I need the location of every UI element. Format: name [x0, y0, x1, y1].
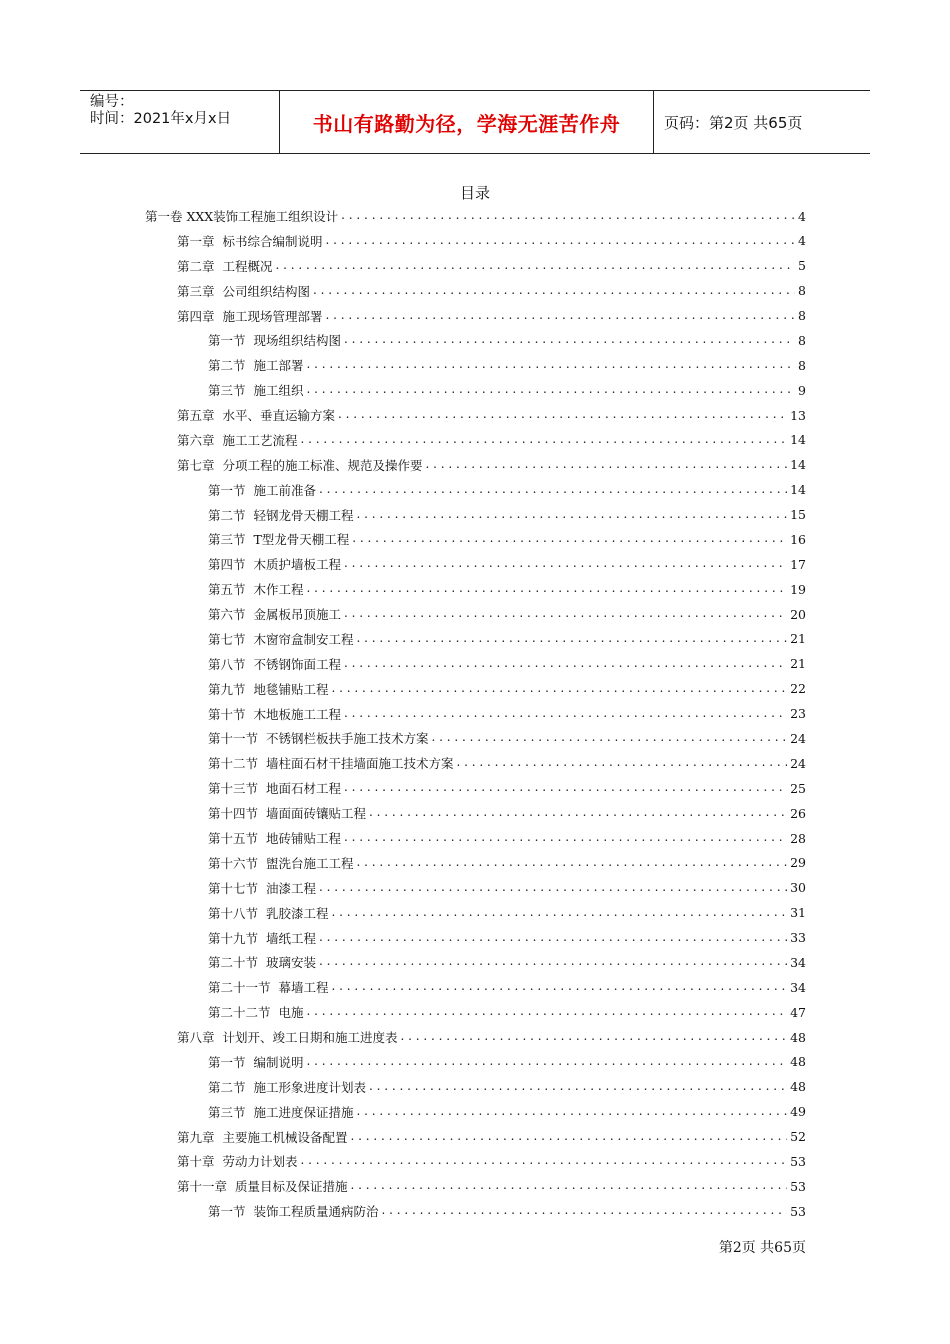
toc-dot-leader	[325, 230, 795, 252]
toc-dot-leader	[306, 1001, 787, 1023]
toc-entry[interactable]	[208, 1076, 806, 1098]
toc-entry-page: 33	[790, 930, 806, 946]
toc-entry[interactable]	[177, 454, 806, 476]
toc-entry-title: 第五节 木作工程	[208, 582, 304, 598]
toc-entry[interactable]	[177, 255, 806, 277]
toc-entry-page: 53	[790, 1178, 806, 1194]
toc-entry-title: 第三节 施工组织	[208, 383, 304, 399]
toc-entry-page: 4	[798, 208, 806, 224]
toc-entry-page: 14	[790, 482, 806, 498]
toc-entry-page: 30	[790, 880, 806, 896]
toc-entry[interactable]	[208, 827, 806, 849]
toc-entry[interactable]	[177, 305, 806, 327]
toc-entry-page: 17	[790, 556, 806, 572]
toc-entry-title: 第二十二节 电施	[208, 1005, 304, 1021]
toc-entry[interactable]	[208, 1051, 806, 1073]
page-header	[80, 90, 870, 154]
toc-entry-title: 第十四节 墙面面砖镶贴工程	[208, 806, 366, 822]
toc-dot-leader	[306, 354, 795, 376]
toc-entry[interactable]	[208, 877, 806, 899]
toc-entry-title: 第十七节 油漆工程	[208, 880, 316, 896]
toc-entry-page: 48	[790, 1054, 806, 1070]
toc-entry[interactable]	[177, 230, 806, 252]
document-number-label: 编号：	[90, 94, 134, 110]
toc-entry-title: 第一节 施工前准备	[208, 482, 316, 498]
toc-dot-leader	[319, 951, 787, 973]
toc-entry-page: 8	[798, 332, 806, 348]
toc-dot-leader	[350, 1126, 787, 1148]
toc-dot-leader	[456, 752, 787, 774]
toc-entry-page: 26	[790, 805, 806, 821]
toc-entry-title: 第一节 装饰工程质量通病防治	[208, 1204, 379, 1220]
toc-entry[interactable]	[177, 1175, 806, 1197]
toc-dot-leader	[344, 653, 787, 675]
toc-entry-title: 第十一章 质量目标及保证措施	[177, 1179, 348, 1195]
toc-entry-title: 第四章 施工现场管理部署	[177, 308, 323, 324]
toc-dot-leader	[331, 678, 787, 700]
toc-entry-page: 53	[790, 1153, 806, 1169]
toc-dot-leader	[344, 553, 787, 575]
toc-dot-leader	[325, 305, 795, 327]
toc-entry-title: 第五章 水平、垂直运输方案	[177, 408, 335, 424]
toc-dot-leader	[369, 802, 787, 824]
toc-entry[interactable]	[177, 1150, 806, 1172]
toc-entry-page: 5	[798, 258, 806, 274]
toc-entry-page: 14	[790, 457, 806, 473]
header-meta	[80, 91, 280, 153]
toc-entry-page: 25	[790, 780, 806, 796]
toc-dot-leader	[344, 603, 787, 625]
toc-entry-page: 20	[790, 606, 806, 622]
toc-dot-leader	[341, 205, 795, 227]
toc-dot-leader	[338, 404, 787, 426]
toc-dot-leader	[425, 454, 787, 476]
toc-entry-title: 第二节 施工形象进度计划表	[208, 1079, 366, 1095]
header-motto: 书山有路勤为径，学海无涯苦作舟	[280, 91, 654, 153]
toc-entry[interactable]	[208, 1200, 806, 1222]
toc-dot-leader	[381, 1200, 787, 1222]
toc-dot-leader	[400, 1026, 787, 1048]
toc-entry-title: 第十五节 地砖铺贴工程	[208, 831, 341, 846]
toc-entry-title: 第十二节 墙柱面石材干挂墙面施工技术方案	[208, 756, 454, 772]
toc-entry-title: 第四节 木质护墙板工程	[208, 557, 341, 573]
toc-entry-page: 53	[790, 1203, 806, 1219]
toc-entry[interactable]	[177, 280, 806, 302]
toc-entry-page: 22	[790, 681, 806, 697]
toc-dot-leader	[319, 877, 787, 899]
toc-entry-title: 第九章 主要施工机械设备配置	[177, 1129, 348, 1145]
toc-entry[interactable]	[208, 329, 806, 351]
toc-entry-page: 52	[790, 1129, 806, 1145]
toc-entry[interactable]	[208, 678, 806, 700]
toc-entry-title: 第二节 施工部署	[208, 358, 304, 374]
toc-entry-page: 14	[790, 432, 806, 448]
toc-entry[interactable]	[208, 354, 806, 376]
toc-dot-leader	[300, 1150, 787, 1172]
toc-dot-leader	[306, 379, 795, 401]
toc-dot-leader	[431, 727, 787, 749]
toc-entry[interactable]	[208, 902, 806, 924]
toc-entry-page: 21	[790, 656, 806, 672]
toc-dot-leader	[319, 479, 787, 501]
toc-entry-title: 第一卷 XXX装饰工程施工组织设计	[145, 209, 339, 224]
toc-entry-title: 第九节 地毯铺贴工程	[208, 681, 329, 697]
header-page-code: 页码：第2页 共65页	[664, 113, 803, 132]
toc-dot-leader	[344, 777, 787, 799]
toc-entry[interactable]	[208, 802, 806, 824]
toc-dot-leader	[331, 902, 787, 924]
toc-entry[interactable]	[208, 479, 806, 501]
toc-dot-leader	[331, 976, 787, 998]
toc-entry[interactable]	[208, 528, 806, 550]
toc-entry-title: 第二节 轻钢龙骨天棚工程	[208, 507, 354, 523]
toc-entry[interactable]	[208, 379, 806, 401]
toc-dot-leader	[300, 429, 787, 451]
toc-dot-leader	[313, 280, 795, 302]
toc-entry-page: 31	[790, 905, 806, 921]
toc-entry-title: 第三节 T型龙骨天棚工程	[208, 532, 350, 548]
toc-entry[interactable]	[208, 628, 806, 650]
toc-dot-leader	[306, 578, 787, 600]
toc-entry[interactable]	[208, 752, 806, 774]
toc-entry[interactable]	[208, 1101, 806, 1123]
toc-entry[interactable]	[208, 603, 806, 625]
toc-dot-leader	[344, 827, 787, 849]
toc-entry-page: 21	[790, 631, 806, 647]
toc-entry-page: 47	[790, 1004, 806, 1020]
toc-dot-leader	[352, 528, 787, 550]
toc-dot-leader	[356, 852, 787, 874]
toc-entry-title: 第十九节 墙纸工程	[208, 930, 316, 946]
toc-entry-page: 24	[790, 730, 806, 746]
toc-entry[interactable]	[208, 653, 806, 675]
toc-entry-title: 第十三节 地面石材工程	[208, 781, 341, 797]
toc-entry-title: 第一章 标书综合编制说明	[177, 233, 323, 249]
toc-entry[interactable]	[208, 578, 806, 600]
toc-dot-leader	[350, 1175, 787, 1197]
toc-entry-title: 第一节 现场组织结构图	[208, 333, 341, 349]
toc-entry-title: 第八章 计划开、竣工日期和施工进度表	[177, 1030, 398, 1046]
toc-entry-page: 29	[790, 855, 806, 871]
toc-entry[interactable]	[208, 727, 806, 749]
toc-entry-title: 第七节 木窗帘盒制安工程	[208, 631, 354, 647]
toc-entry-title: 第六章 施工工艺流程	[177, 432, 298, 448]
toc-entry-title: 第二章 工程概况	[177, 258, 273, 274]
toc-entry[interactable]	[208, 951, 806, 973]
toc-entry-title: 第二十一节 幕墙工程	[208, 980, 329, 996]
toc-entry-title: 第七章 分项工程的施工标准、规范及操作要	[177, 457, 423, 473]
toc-entry-page: 16	[790, 531, 806, 547]
toc-entry-page: 13	[790, 407, 806, 423]
toc-entry-page: 9	[798, 382, 806, 398]
toc-entry-page: 34	[790, 979, 806, 995]
toc-dot-leader	[369, 1076, 787, 1098]
toc-entry[interactable]	[208, 1001, 806, 1023]
toc-entry-title: 第六节 金属板吊顶施工	[208, 607, 341, 623]
toc-dot-leader	[319, 927, 787, 949]
toc-entry-title: 第三章 公司组织结构图	[177, 283, 310, 299]
toc-entry-page: 19	[790, 581, 806, 597]
toc-entry-title: 第三节 施工进度保证措施	[208, 1104, 354, 1120]
toc-entry[interactable]	[177, 1126, 806, 1148]
toc-entry[interactable]	[208, 927, 806, 949]
toc-entry[interactable]	[208, 703, 806, 725]
toc-entry-page: 34	[790, 954, 806, 970]
toc-entry-page: 15	[790, 507, 806, 523]
page-footer: 第2页 共65页	[718, 1240, 806, 1256]
toc-entry-page: 24	[790, 755, 806, 771]
document-date: 时间：2021年x月x日	[90, 111, 232, 127]
toc-dot-leader	[275, 255, 795, 277]
toc-entry-page: 48	[790, 1079, 806, 1095]
toc-entry-page: 23	[790, 706, 806, 722]
toc-entry-page: 49	[790, 1104, 806, 1120]
toc-entry-title: 第十八节 乳胶漆工程	[208, 905, 329, 921]
toc-dot-leader	[356, 628, 787, 650]
toc-entry[interactable]	[145, 205, 806, 227]
toc-dot-leader	[344, 703, 787, 725]
toc-entry[interactable]	[177, 404, 806, 426]
toc-dot-leader	[306, 1051, 787, 1073]
toc-entry[interactable]	[208, 852, 806, 874]
toc-entry-page: 8	[798, 308, 806, 324]
toc-entry-title: 第十节 木地板施工工程	[208, 706, 341, 722]
toc-entry-title: 第八节 不锈钢饰面工程	[208, 656, 341, 672]
toc-entry[interactable]	[177, 1026, 806, 1048]
toc-entry-page: 48	[790, 1029, 806, 1045]
toc-dot-leader	[356, 504, 787, 526]
toc-entry-page: 8	[798, 283, 806, 299]
toc-entry-title: 第十一节 不锈钢栏板扶手施工技术方案	[208, 731, 429, 747]
toc-entry[interactable]	[208, 504, 806, 526]
toc-entry-page: 28	[790, 830, 806, 846]
toc-entry-title: 第二十节 玻璃安装	[208, 955, 316, 971]
toc-entry-page: 4	[798, 233, 806, 249]
toc-entry-page: 8	[798, 357, 806, 373]
toc-entry-title: 第十章 劳动力计划表	[177, 1154, 298, 1170]
toc-entry[interactable]	[208, 553, 806, 575]
toc-entry-title: 第十六节 盥洗台施工工程	[208, 855, 354, 871]
toc-title: 目录	[459, 184, 490, 202]
toc-entry[interactable]	[208, 777, 806, 799]
toc-entry[interactable]	[208, 976, 806, 998]
toc-dot-leader	[356, 1101, 787, 1123]
toc-entry[interactable]	[177, 429, 806, 451]
toc-dot-leader	[344, 329, 795, 351]
toc-entry-title: 第一节 编制说明	[208, 1054, 304, 1070]
